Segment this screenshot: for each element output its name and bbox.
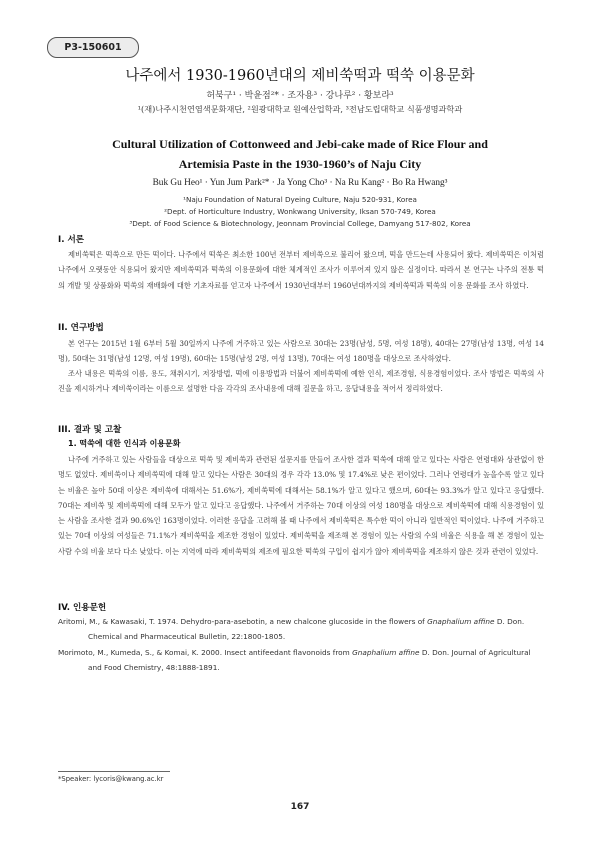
introduction-paragraph: 제비쑥떡은 떡쑥으로 만든 떡이다. 나주에서 떡쑥은 최소한 100년 전부터 제비쑥으로 불리어 왔으며, 떡을 만드는데 사용되어 왔다. 제비쑥떡은 이처럼 나주에서 오랫동안 식용되어 왔지만 제비쑥떡과 떡쑥의 이용문화에 대한 체계적인 조사가 이루어져 있지 않은 실정이다. 따라서 본 연구는 나주의 전통 떡의 개발 및 상품화와 떡쑥의 재배화에 대한 기초자료를 얻고자 나주에서 1930년대부터 1960년대까지의 제비쑥떡과 떡쑥의 이용 문화를 조사 하였다.: [58, 250, 544, 290]
section-heading-references: IV. 인용문헌: [58, 603, 107, 613]
korean-affiliations: ¹(재)나주시천연염색문화재단, ²원광대학교 원예산업학과, ³전남도립대학교 식품생명과학과: [137, 104, 463, 114]
reference-1-source: D. Don. Chemical and Pharmaceutical Bulletin, 22:1800-1805.: [88, 617, 525, 642]
korean-authors: 허북구¹ · 박윤점²* · 조자용³ · 강나루² · 황보라³: [206, 91, 394, 101]
reference-item: [58, 614, 544, 645]
english-authors: Buk Gu Heo¹ · Yun Jum Park²* · Ja Yong Cho³ · Na Ru Kang² · Bo Ra Hwang³: [152, 178, 448, 188]
speaker-footnote: *Speaker: lycoris@kwang.ac.kr: [58, 775, 164, 783]
english-title-line-1: Cultural Utilization of Cottonweed and Jebi-cake made of Rice Flour and: [112, 137, 488, 151]
korean-title: 나주에서 1930-1960년대의 제비쑥떡과 떡쑥 이용문화: [125, 68, 475, 84]
reference-1-species: Gnaphalium affine: [427, 617, 495, 626]
reference-2-source: D. Don. Journal of Agricultural and Food Chemistry, 48:1888-1891.: [88, 648, 531, 673]
reference-item: [58, 645, 544, 676]
page-number: 167: [290, 802, 310, 812]
section-heading-methods: II. 연구방법: [58, 323, 104, 333]
english-affiliation-3: ³Dept. of Food Science & Biotechnology, Jeonnam Provincial College, Damyang 517-802, Korea: [129, 219, 471, 228]
english-affiliation-1: ¹Naju Foundation of Natural Dyeing Culture, Naju 520-931, Korea: [183, 195, 417, 204]
footnote-divider: [58, 771, 170, 772]
english-title-line-2: Artemisia Paste in the 1930-1960’s of Naju City: [178, 157, 422, 171]
section-heading-introduction: I. 서론: [58, 235, 85, 245]
english-title: [0, 134, 600, 174]
english-affiliation-2: ²Dept. of Horticulture Industry, Wonkwang University, Iksan 570-749, Korea: [164, 207, 436, 216]
results-paragraph: 나주에 거주하고 있는 사람들을 대상으로 떡쑥 및 제비쑥과 관련된 설문지를 만들어 조사한 결과 떡쑥에 대해 알고 있다는 사람은 연령대와 상관없이 한 명도 없었다. 제비쑥이나 제비쑥떡에 대해 알고 있다는 사람은 30대의 경우 각각 13.0% 및 17.4%로 낮은 편이었다. 그러나 연령대가 높을수록 알고 있다는 비율은 높아 50대 이상은 제비쑥에 대해서는 51.6%가, 제비쑥떡에 대해서는 58.1%가 알고 있다고 했으며, 60대는 93.3%가 알고 있다고 응답했다. 70대는 제비쑥 및 제비쑥떡에 대해 모두가 알고 있다고 응답했다. 나주에서 거주하는 70대 이상의 여성 180명을 대상으로 제비쑥떡에 대해 식용경험이 있는 사람을 조사한 결과 90.6%인 163명이었다. 이러한 응답을 고려해 볼 때 나주에서 제비쑥떡은 특수한 떡이 아니라 일반적인 떡이었다. 나주에 거주하고 있는 70대 이상의 여성들은 71.1%가 제비쑥떡을 제조한 경험이 있었다. 제비쑥떡을 제조해 본 경험이 있는 사람의 수의 비율은 식용을 해 본 경험이 있는 사람 수의 비율 보다 다소 낮았다. 이는 지역에 따라 제비쑥떡의 제조에 필요한 떡쑥의 구입이 쉽지가 않아 제비쑥떡을 제조하지 않은 것과 관련이 있었다.: [58, 455, 544, 556]
subsection-heading-recognition: 1. 떡쑥에 대한 인식과 이용문화: [68, 439, 181, 448]
reference-2-species: Gnaphalium affine: [352, 648, 420, 657]
methods-paragraph-1: 본 연구는 2015년 1월 6부터 5월 30일까지 나주에 거주하고 있는 사람으로 30대는 23명(남성, 5명, 여성 18명), 40대는 27명(남성 13명, 여성 14명), 50대는 31명(남성 12명, 여성 19명), 60대는 15명(남성 2명, 여성 13명), 70대는 여성 180명을 대상으로 조사하였다.: [58, 339, 544, 364]
methods-paragraph-2: 조사 내용은 떡쑥의 이름, 용도, 채취시기, 저장방법, 떡에 이용방법과 더불어 제비쑥떡에 예한 인식, 제조경험, 식용경험이었다. 조사 방법은 떡쑥의 사진을 제시하거나 제비쑥이라는 이름으로 설명한 다음 각각의 조사내용에 대해 질문을 하고, 응답내용을 적어서 정리하였다.: [58, 369, 544, 394]
paper-id-badge: P3-150601: [47, 37, 139, 58]
section-heading-results: III. 결과 및 고찰: [58, 425, 122, 435]
reference-2-text: Morimoto, M., Kumeda, S., & Komai, K. 2000. Insect antifeedant flavonoids from: [58, 648, 353, 657]
reference-1-text: Aritomi, M., & Kawasaki, T. 1974. Dehydro-para-asebotin, a new chalcone glucoside in the flowers of: [58, 617, 428, 626]
